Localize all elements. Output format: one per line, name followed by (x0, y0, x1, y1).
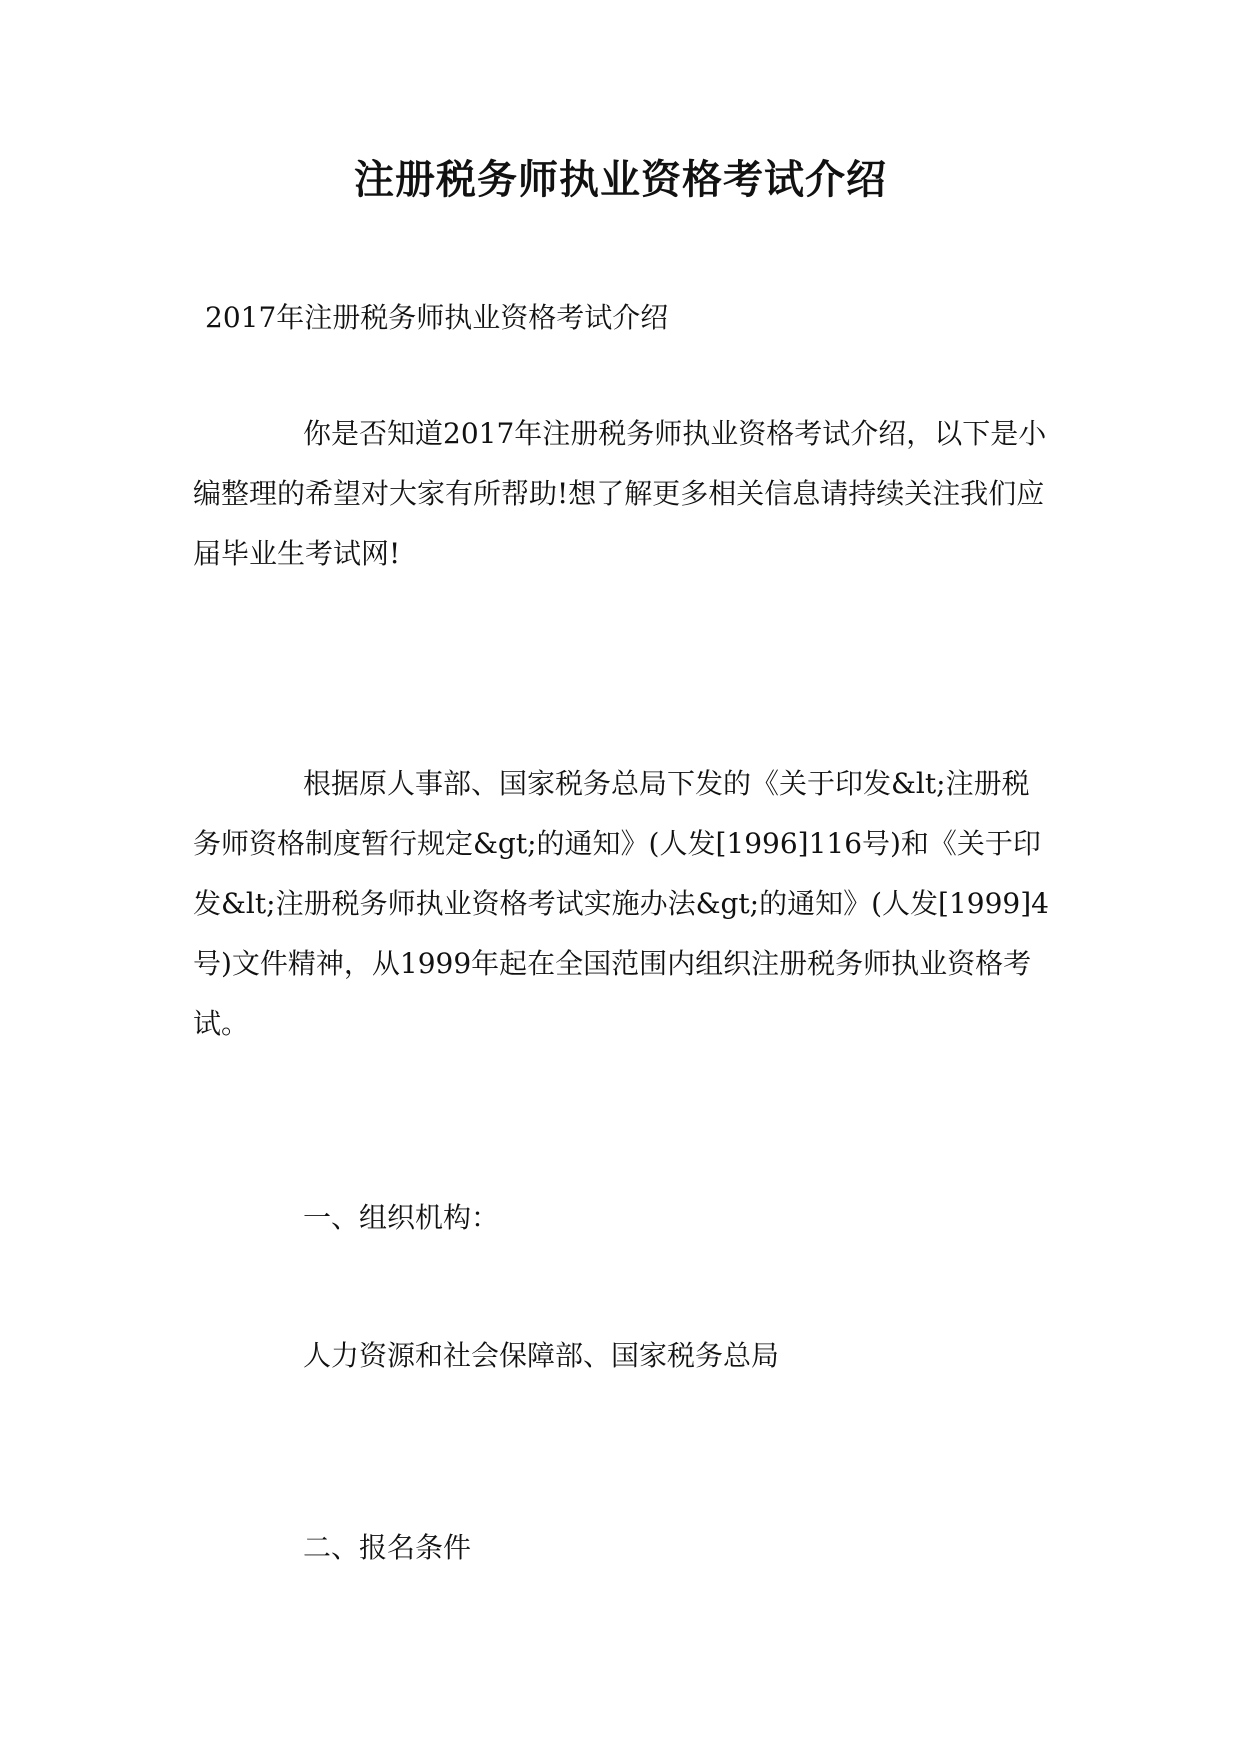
organization-body: 人力资源和社会保障部、国家税务总局 (303, 1339, 780, 1372)
section-heading-requirements: 二、报名条件 (303, 1531, 472, 1564)
intro-paragraph: 你是否知道2017年注册税务师执业资格考试介绍，以下是小编整理的希望对大家有所帮助!想了解更多相关信息请持续关注我们应届毕业生考试网! (193, 417, 1047, 570)
section-heading-organization: 一、组织机构： (303, 1201, 500, 1234)
document-subtitle: 2017年注册税务师执业资格考试介绍 (205, 301, 669, 334)
document-title: 注册税务师执业资格考试介绍 (354, 157, 887, 203)
background-paragraph: 根据原人事部、国家税务总局下发的《关于印发&lt;注册税务师资格制度暂行规定&gt;的通知》(人发[1996]116号)和《关于印发&lt;注册税务师执业资格考试实施办法&gt;的通知》(人发[1999]4号)文件精神，从1999年起在全国范围内组织注册税务师执业资格考试。 (193, 767, 1049, 1040)
